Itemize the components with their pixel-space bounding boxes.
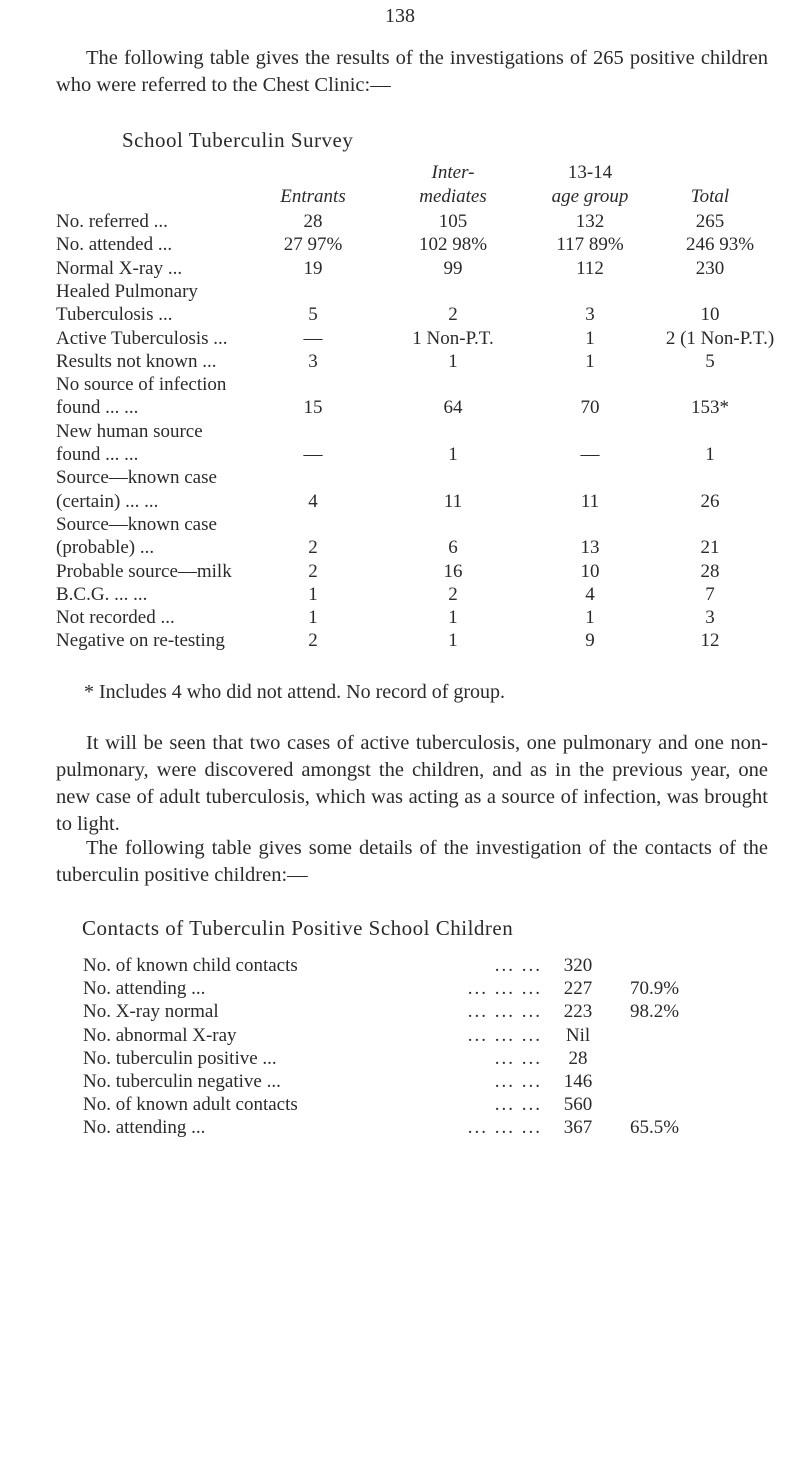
survey-cell: 5 — [308, 304, 318, 326]
survey-cell: 28 — [700, 560, 720, 582]
survey-cell: 3 — [585, 304, 595, 326]
contacts-row-leader: ... ... — [494, 1047, 542, 1069]
survey-cell: 15 — [303, 397, 323, 419]
survey-cell: 1 — [448, 630, 458, 652]
survey-cell: 2 — [448, 304, 458, 326]
survey-cell: 117 89% — [556, 234, 624, 256]
survey-row-label: No. attended ... — [56, 234, 173, 256]
survey-cell: 4 — [585, 583, 595, 605]
survey-row-label: (probable) ... — [56, 537, 155, 559]
paragraph-2 — [56, 835, 768, 889]
survey-cell: 99 — [443, 257, 463, 279]
survey-row-label: Probable source—milk — [56, 560, 232, 582]
survey-cell: 70 — [580, 397, 600, 419]
contacts-row-percentage: 98.2% — [630, 1001, 680, 1023]
contacts-row-percentage: 65.5% — [630, 1117, 680, 1139]
paragraph-1-text: It will be seen that two cases of active tuberculosis, one pulmonary and one non-pulmonary, were discovered amongst the children, and as in the previous year, one new case of adult tuberculosis, which was acting as a source of infection, was brought to light. — [56, 732, 768, 835]
survey-cell: 2 (1 Non-P.T.) — [665, 327, 775, 349]
contacts-row-value: 223 — [563, 1001, 593, 1023]
contacts-row-leader: ... ... ... — [467, 1024, 542, 1046]
survey-row-label: Results not known ... — [56, 350, 217, 372]
contacts-row-label: No. of known child contacts — [83, 955, 298, 976]
survey-cell: 1 — [585, 327, 595, 349]
survey-row-label: B.C.G. ... ... — [56, 583, 148, 605]
page-number: 138 — [385, 5, 415, 27]
contacts-row-label: No. attending ... — [83, 1117, 206, 1139]
survey-cell: 7 — [705, 583, 715, 605]
survey-row-label: New human source — [56, 420, 203, 442]
survey-cell: 1 — [448, 350, 458, 372]
col-header-entrants: Entrants — [280, 186, 346, 207]
contacts-row-label: No. of known adult contacts — [83, 1094, 298, 1116]
survey-row-label: found ... ... — [56, 444, 139, 465]
survey-row-label: Not recorded ... — [56, 607, 175, 629]
survey-cell: 6 — [448, 537, 458, 559]
survey-cell: 4 — [308, 490, 318, 512]
survey-cell: 11 — [580, 490, 600, 512]
survey-cell: 27 97% — [283, 234, 343, 256]
contacts-row-percentage: 70.9% — [630, 978, 680, 1000]
contacts-row-value: 320 — [563, 955, 593, 976]
survey-cell: — — [580, 444, 600, 465]
contacts-row-leader: ... ... ... — [467, 1117, 542, 1139]
survey-cell: 1 Non-P.T. — [412, 327, 494, 349]
col-header-inter-1: Inter- — [431, 162, 475, 183]
survey-row-label: Normal X-ray ... — [56, 257, 183, 279]
survey-cell: 1 — [705, 444, 715, 465]
contacts-row-leader: ... ... — [494, 955, 542, 976]
survey-cell: 19 — [303, 257, 323, 279]
survey-cell: 3 — [308, 350, 318, 372]
survey-cell: 102 98% — [418, 234, 488, 256]
survey-row-label: Negative on re-testing — [56, 630, 225, 652]
contacts-row-leader: ... ... — [494, 1094, 542, 1116]
paragraph-1 — [56, 730, 768, 838]
survey-title: School Tuberculin Survey — [122, 128, 354, 152]
survey-cell: 26 — [700, 490, 720, 512]
survey-row-label: (certain) ... ... — [56, 490, 159, 512]
survey-row-label: Tuberculosis ... — [56, 304, 173, 326]
contacts-row-label: No. tuberculin negative ... — [83, 1071, 281, 1092]
survey-cell: 1 — [585, 607, 595, 629]
survey-row-label: Source—known case — [56, 467, 217, 489]
col-header-age-2: age group — [551, 186, 629, 207]
contacts-row-label: No. abnormal X-ray — [83, 1024, 237, 1046]
survey-cell: 13 — [580, 537, 600, 559]
survey-cell: 230 — [695, 257, 725, 279]
contacts-row-leader: ... ... — [494, 1071, 542, 1092]
survey-cell: 1 — [448, 607, 458, 629]
survey-cell: 1 — [448, 444, 458, 465]
survey-row-label: Active Tuberculosis ... — [56, 327, 228, 349]
survey-cell: 265 — [695, 211, 725, 232]
survey-cell: 2 — [308, 537, 318, 559]
survey-row-label: found ... ... — [56, 397, 139, 419]
survey-cell: 132 — [575, 211, 605, 232]
survey-cell: 5 — [705, 350, 715, 372]
survey-cell: 64 — [443, 397, 463, 419]
col-header-inter-2: mediates — [419, 186, 487, 207]
survey-cell: 28 — [303, 211, 323, 232]
survey-cell: 112 — [576, 257, 604, 279]
survey-cell: 2 — [448, 583, 458, 605]
survey-cell: 2 — [308, 560, 318, 582]
survey-row-label: No source of infection — [56, 374, 227, 396]
survey-cell: 246 93% — [685, 234, 755, 256]
contacts-row-value: Nil — [565, 1024, 591, 1046]
contacts-row-label: No. attending ... — [83, 978, 206, 1000]
survey-row-label: No. referred ... — [56, 211, 168, 232]
contacts-title: Contacts of Tuberculin Positive School Children — [82, 916, 514, 940]
survey-row-label: Healed Pulmonary — [56, 280, 198, 302]
survey-cell: 2 — [308, 630, 318, 652]
survey-cell: 1 — [585, 350, 595, 372]
survey-cell: — — [303, 444, 323, 465]
contacts-row-value: 227 — [563, 978, 593, 1000]
contacts-row-value: 560 — [563, 1094, 593, 1116]
contacts-row-value: 367 — [563, 1117, 593, 1139]
survey-footnote: * Includes 4 who did not attend. No record of group. — [84, 681, 506, 703]
survey-cell: 10 — [580, 560, 600, 582]
col-header-total: Total — [690, 186, 730, 207]
survey-cell: 1 — [308, 607, 318, 629]
survey-cell: 105 — [438, 211, 468, 232]
survey-cell: 11 — [443, 490, 463, 512]
contacts-row-value: 28 — [568, 1047, 588, 1069]
col-header-age-1: 13-14 — [567, 162, 613, 183]
survey-cell: 153* — [691, 397, 729, 419]
survey-cell: 9 — [585, 630, 595, 652]
survey-row-label: Source—known case — [56, 513, 217, 535]
contacts-row-leader: ... ... ... — [467, 1001, 542, 1023]
paragraph-2-text: The following table gives some details of the investigation of the contacts of the tuberculin positive children:— — [56, 837, 768, 886]
survey-cell: 16 — [443, 560, 463, 582]
survey-cell: 1 — [308, 583, 318, 605]
contacts-row-label: No. X-ray normal — [83, 1001, 219, 1023]
survey-cell: 12 — [700, 630, 720, 652]
survey-cell: 21 — [700, 537, 720, 559]
survey-cell: 10 — [700, 304, 720, 326]
contacts-row-label: No. tuberculin positive ... — [83, 1047, 277, 1069]
contacts-row-value: 146 — [563, 1071, 593, 1092]
survey-cell: 3 — [705, 607, 715, 629]
contacts-row-leader: ... ... ... — [467, 978, 542, 1000]
intro-paragraph — [56, 45, 768, 99]
intro-text: The following table gives the results of the investigations of 265 positive children who were referred to the Chest Clinic:— — [56, 47, 768, 96]
survey-cell: — — [303, 327, 323, 349]
